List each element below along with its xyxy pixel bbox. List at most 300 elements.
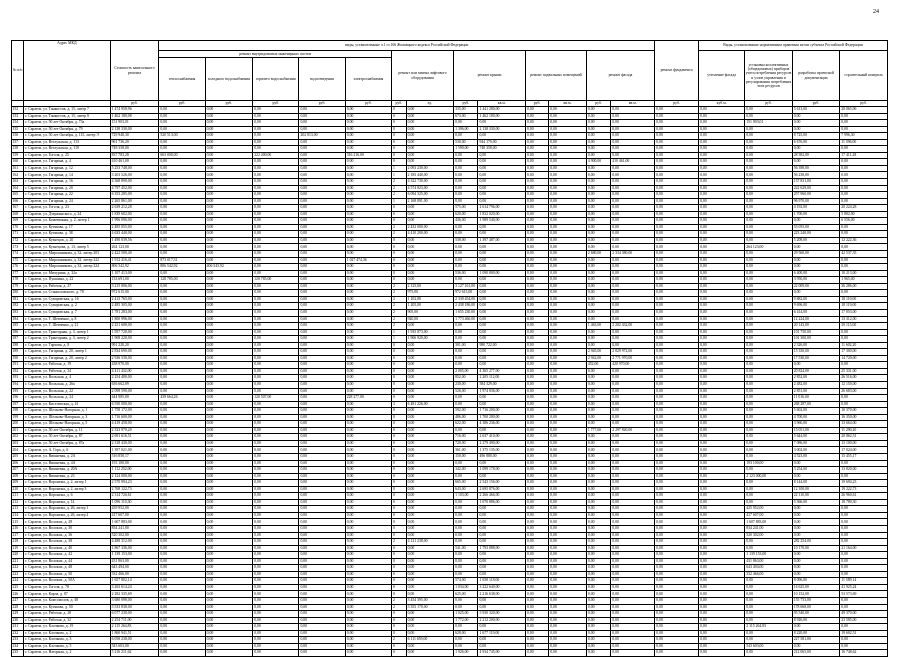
value-cell: 0,00 bbox=[454, 624, 478, 631]
value-cell: 0,00 bbox=[525, 362, 548, 369]
value-cell: 0,00 bbox=[655, 277, 699, 284]
value-cell: 0,00 bbox=[478, 224, 526, 231]
value-cell: 11 016,00 bbox=[792, 395, 840, 402]
value-cell: 0,00 bbox=[549, 493, 587, 500]
value-cell: 0,00 bbox=[611, 290, 655, 297]
value-cell: 22 110,00 bbox=[792, 493, 840, 500]
value-cell: 0,00 bbox=[345, 539, 391, 546]
value-cell: 0,00 bbox=[840, 146, 888, 153]
value-cell: 0,00 bbox=[611, 421, 655, 428]
value-cell: 20 824,00 bbox=[792, 368, 840, 375]
row-number: 208 bbox=[12, 473, 24, 480]
value-cell: 228 277,00 bbox=[345, 395, 391, 402]
value-cell: 0,00 bbox=[478, 624, 526, 631]
value-cell: 0,00 bbox=[253, 571, 299, 578]
value-cell: 0,00 bbox=[745, 355, 793, 362]
value-cell: 0,00 bbox=[655, 624, 699, 631]
value-cell: 0,00 bbox=[299, 545, 345, 552]
value-cell: 3 454 395,00 bbox=[406, 598, 454, 605]
col-header-roof: ремонт крыши bbox=[454, 51, 526, 101]
value-cell: 0,00 bbox=[205, 526, 253, 533]
value-cell: 0,00 bbox=[549, 617, 587, 624]
value-cell: 0,00 bbox=[611, 329, 655, 336]
value-cell: 20 224,28 bbox=[840, 205, 888, 212]
value-cell: 0,00 bbox=[698, 591, 744, 598]
value-cell: 0,00 bbox=[549, 211, 587, 218]
value-cell: 0,00 bbox=[205, 414, 253, 421]
value-cell: 2 124 000,00 bbox=[110, 473, 159, 480]
value-cell: 0,00 bbox=[205, 336, 253, 343]
value-cell: 0,00 bbox=[406, 107, 454, 114]
value-cell: 0,00 bbox=[205, 172, 253, 179]
value-cell: 0,00 bbox=[655, 395, 699, 402]
address-cell: г. Саратов, ул. Волоких, д. 50А bbox=[24, 578, 110, 585]
value-cell: 806 542,92 bbox=[110, 264, 159, 271]
value-cell: 0,00 bbox=[586, 624, 610, 631]
value-cell: 4 411 432,00 bbox=[110, 368, 159, 375]
value-cell: 1 906 920,00 bbox=[406, 336, 454, 343]
value-cell: 0,00 bbox=[406, 467, 454, 474]
value-cell: 520 513,00 bbox=[159, 133, 205, 140]
value-cell: 0,00 bbox=[454, 460, 478, 467]
value-cell: 29 560,00 bbox=[792, 251, 840, 258]
value-cell: 0,00 bbox=[745, 107, 793, 114]
value-cell: 0,00 bbox=[840, 264, 888, 271]
value-cell: 0,00 bbox=[745, 630, 793, 637]
value-cell: 0,00 bbox=[525, 440, 548, 447]
value-cell: 0,00 bbox=[549, 598, 587, 605]
value-cell: 0,00 bbox=[478, 427, 526, 434]
value-cell: 0,00 bbox=[745, 604, 793, 611]
value-cell: 0,00 bbox=[345, 604, 391, 611]
row-number: 165 bbox=[12, 192, 24, 199]
value-cell: 0,00 bbox=[345, 323, 391, 330]
value-cell: 0,00 bbox=[549, 611, 587, 618]
row-number: 161 bbox=[12, 165, 24, 172]
address-cell: г. Саратов, ул. Вольская, д. 22 bbox=[24, 388, 110, 395]
value-cell: 13 100,00 bbox=[840, 440, 888, 447]
value-cell: 0,00 bbox=[586, 440, 610, 447]
value-cell: 0,00 bbox=[586, 617, 610, 624]
address-cell: г. Саратов, ул. Гагарина, д. 16 bbox=[24, 179, 110, 186]
value-cell: 0,00 bbox=[478, 198, 526, 205]
value-cell: 0,00 bbox=[745, 453, 793, 460]
value-cell: 0,00 bbox=[159, 159, 205, 166]
value-cell: 439 664,26 bbox=[159, 395, 205, 402]
value-cell: 0,00 bbox=[345, 532, 391, 539]
value-cell: 0,00 bbox=[406, 113, 454, 120]
value-cell: 0,00 bbox=[840, 172, 888, 179]
value-cell: 0,00 bbox=[253, 139, 299, 146]
value-cell: 0 bbox=[392, 493, 407, 500]
value-cell: 1 800 996,00 bbox=[110, 316, 159, 323]
value-cell: 0,00 bbox=[205, 146, 253, 153]
value-cell: 0,00 bbox=[478, 290, 526, 297]
value-cell: 0,00 bbox=[345, 342, 391, 349]
value-cell: 0,00 bbox=[299, 283, 345, 290]
value-cell: 0,00 bbox=[525, 506, 548, 513]
value-cell: 0,00 bbox=[611, 270, 655, 277]
value-cell: 0,00 bbox=[454, 427, 478, 434]
value-cell: 6 111 659,00 bbox=[406, 637, 454, 644]
value-cell: 25 331,00 bbox=[840, 368, 888, 375]
row-number: 205 bbox=[12, 453, 24, 460]
value-cell: 0,00 bbox=[299, 506, 345, 513]
value-cell: 0,00 bbox=[299, 552, 345, 559]
address-cell: г. Саратов, ул. Тархова, д. 8 bbox=[24, 342, 110, 349]
value-cell: 0,00 bbox=[525, 165, 548, 172]
value-cell: 975,00 bbox=[406, 290, 454, 297]
value-cell: 22 009,00 bbox=[792, 283, 840, 290]
value-cell: 0,00 bbox=[159, 342, 205, 349]
value-cell: 4 419 458,00 bbox=[110, 421, 159, 428]
value-cell: 0,00 bbox=[525, 133, 548, 140]
unit-cell: куб.м. bbox=[698, 101, 744, 107]
address-cell: г. Саратов, ул. Кожевенная, д. 2, литер 1 bbox=[24, 218, 110, 225]
value-cell: 0,00 bbox=[299, 584, 345, 591]
value-cell: 628,00 bbox=[454, 630, 478, 637]
value-cell: 0,00 bbox=[745, 447, 793, 454]
unit-cell: руб. bbox=[840, 101, 888, 107]
value-cell: 0,00 bbox=[549, 578, 587, 585]
value-cell: 0,00 bbox=[586, 552, 610, 559]
value-cell: 202 813,00 bbox=[299, 133, 345, 140]
value-cell: 28 065,96 bbox=[840, 107, 888, 114]
value-cell: 0,00 bbox=[549, 368, 587, 375]
value-cell: 0,00 bbox=[586, 172, 610, 179]
row-number: 233 bbox=[12, 637, 24, 644]
value-cell: 0,00 bbox=[792, 526, 840, 533]
value-cell: 0,00 bbox=[792, 624, 840, 631]
value-cell: 16 748,62 bbox=[840, 650, 888, 657]
value-cell: 0,00 bbox=[745, 493, 793, 500]
value-cell: 41 925,24 bbox=[840, 584, 888, 591]
value-cell: 17 300,00 bbox=[840, 349, 888, 356]
value-cell: 0,00 bbox=[611, 591, 655, 598]
value-cell: 0,00 bbox=[525, 584, 548, 591]
value-cell: 0,00 bbox=[611, 558, 655, 565]
unit-cell: кв.м. bbox=[549, 101, 587, 107]
value-cell: 0,00 bbox=[611, 303, 655, 310]
value-cell: 0,00 bbox=[655, 637, 699, 644]
row-number: 194 bbox=[12, 381, 24, 388]
value-cell: 0,00 bbox=[299, 113, 345, 120]
value-cell: 0,00 bbox=[478, 401, 526, 408]
value-cell: 0,00 bbox=[253, 368, 299, 375]
value-cell: 0,00 bbox=[478, 552, 526, 559]
value-cell: 1 867 336,00 bbox=[110, 545, 159, 552]
value-cell: 0,00 bbox=[745, 611, 793, 618]
value-cell: 0,00 bbox=[840, 512, 888, 519]
unit-cell: руб. bbox=[792, 101, 840, 107]
value-cell: 2 543 156,00 bbox=[478, 480, 526, 487]
value-cell: 0,00 bbox=[205, 257, 253, 264]
value-cell: 0,00 bbox=[586, 277, 610, 284]
value-cell: 0,00 bbox=[549, 473, 587, 480]
value-cell: 3 215 806,00 bbox=[110, 283, 159, 290]
address-cell: г. Саратов, ул. Суворовская, д. 2 bbox=[24, 303, 110, 310]
value-cell: 0,00 bbox=[159, 591, 205, 598]
value-cell: 0,00 bbox=[478, 283, 526, 290]
value-cell: 873 017,31 bbox=[159, 257, 205, 264]
value-cell: 3 127 161,00 bbox=[454, 283, 478, 290]
value-cell: 0,00 bbox=[698, 205, 744, 212]
value-cell: 0,00 bbox=[525, 205, 548, 212]
value-cell: 0,00 bbox=[159, 532, 205, 539]
value-cell: 0,00 bbox=[611, 578, 655, 585]
value-cell: 0,00 bbox=[478, 152, 526, 159]
value-cell: 0,00 bbox=[655, 139, 699, 146]
value-cell: 0,00 bbox=[159, 408, 205, 415]
value-cell: 0,00 bbox=[525, 604, 548, 611]
value-cell: 0,00 bbox=[698, 630, 744, 637]
value-cell: 0,00 bbox=[525, 565, 548, 572]
value-cell: 0,00 bbox=[586, 336, 610, 343]
value-cell: 0,00 bbox=[525, 218, 548, 225]
value-cell: 961 736,20 bbox=[110, 139, 159, 146]
value-cell: 0,00 bbox=[205, 139, 253, 146]
value-cell: 0,00 bbox=[478, 277, 526, 284]
row-number: 163 bbox=[12, 179, 24, 186]
value-cell: 0,00 bbox=[611, 395, 655, 402]
address-cell: г. Саратов, ул. Кутякова, д. 17 bbox=[24, 224, 110, 231]
value-cell: 0,00 bbox=[745, 152, 793, 159]
row-number: 217 bbox=[12, 532, 24, 539]
value-cell: 0,00 bbox=[840, 257, 888, 264]
address-cell: г. Саратов, ул. Гоголя, д. 78 bbox=[24, 584, 110, 591]
value-cell: 0,00 bbox=[586, 643, 610, 650]
value-cell: 0,00 bbox=[655, 336, 699, 343]
value-cell: 0,00 bbox=[253, 650, 299, 657]
value-cell: 0,00 bbox=[525, 159, 548, 166]
row-number: 175 bbox=[12, 257, 24, 264]
value-cell: 0,00 bbox=[525, 617, 548, 624]
value-cell: 0 bbox=[392, 447, 407, 454]
row-number: 190 bbox=[12, 355, 24, 362]
address-cell: г. Саратов, ул. Гагарина, д. 24 bbox=[24, 198, 110, 205]
value-cell: 0,00 bbox=[840, 565, 888, 572]
value-cell: 0,00 bbox=[406, 264, 454, 271]
value-cell: 0,00 bbox=[253, 584, 299, 591]
value-cell: 0,00 bbox=[611, 381, 655, 388]
value-cell: 538,00 bbox=[454, 237, 478, 244]
value-cell: 0,00 bbox=[611, 113, 655, 120]
value-cell: 0,00 bbox=[406, 512, 454, 519]
address-cell: г. Саратов, ул. Танкистов, д. 15, литер 8 bbox=[24, 113, 110, 120]
row-number: 154 bbox=[12, 120, 24, 127]
address-cell: г. Саратов, ул. Воронежа, д. 2, литер 1 bbox=[24, 480, 110, 487]
value-cell: 2 125,00 bbox=[406, 283, 454, 290]
value-cell: 0 bbox=[392, 506, 407, 513]
value-cell: 972 615,00 bbox=[454, 290, 478, 297]
value-cell: 0,00 bbox=[299, 139, 345, 146]
value-cell: 0,00 bbox=[205, 427, 253, 434]
value-cell: 0,00 bbox=[586, 480, 610, 487]
value-cell: 0,00 bbox=[611, 584, 655, 591]
value-cell: 0,00 bbox=[611, 277, 655, 284]
value-cell: 0,00 bbox=[611, 506, 655, 513]
row-number: 168 bbox=[12, 211, 24, 218]
value-cell: 436,00 bbox=[454, 218, 478, 225]
value-cell: 0,00 bbox=[549, 165, 587, 172]
value-cell: 0,00 bbox=[205, 211, 253, 218]
value-cell: 0,00 bbox=[205, 244, 253, 251]
address-cell: г. Саратов, ул. Тракторная, д. 3, литер 1 bbox=[24, 329, 110, 336]
row-number: 188 bbox=[12, 342, 24, 349]
value-cell: 0,00 bbox=[745, 126, 793, 133]
value-cell: 0,00 bbox=[586, 598, 610, 605]
value-cell: 0,00 bbox=[655, 316, 699, 323]
value-cell: 0,00 bbox=[253, 198, 299, 205]
value-cell: 0,00 bbox=[698, 342, 744, 349]
value-cell: 42 537,35 bbox=[840, 251, 888, 258]
row-number: 158 bbox=[12, 146, 24, 153]
value-cell: 0 bbox=[392, 526, 407, 533]
value-cell: 0,00 bbox=[454, 598, 478, 605]
value-cell: 0,00 bbox=[205, 598, 253, 605]
value-cell: 11 589,14 bbox=[840, 578, 888, 585]
value-cell: 0,00 bbox=[159, 578, 205, 585]
value-cell: 431 863,00 bbox=[745, 558, 793, 565]
value-cell: 0,00 bbox=[478, 323, 526, 330]
value-cell: 0,00 bbox=[205, 447, 253, 454]
value-cell: 0,00 bbox=[345, 120, 391, 127]
value-cell: 0 bbox=[392, 139, 407, 146]
value-cell: 0,00 bbox=[611, 231, 655, 238]
value-cell: 0,00 bbox=[840, 460, 888, 467]
value-cell: 0,00 bbox=[159, 401, 205, 408]
value-cell: 0,00 bbox=[454, 565, 478, 572]
value-cell: 1 700 200,00 bbox=[478, 414, 526, 421]
value-cell: 0,00 bbox=[745, 591, 793, 598]
value-cell: 0,00 bbox=[745, 368, 793, 375]
value-cell: 0,00 bbox=[345, 107, 391, 114]
value-cell: 0,00 bbox=[345, 565, 391, 572]
value-cell: 0 bbox=[392, 159, 407, 166]
value-cell: 0,00 bbox=[586, 381, 610, 388]
value-cell: 8 096,00 bbox=[792, 578, 840, 585]
row-number: 172 bbox=[12, 237, 24, 244]
row-number: 220 bbox=[12, 552, 24, 559]
value-cell: 0,00 bbox=[345, 493, 391, 500]
value-cell: 155 753,00 bbox=[792, 598, 840, 605]
value-cell: 193 100,00 bbox=[110, 460, 159, 467]
address-cell: г. Саратов, ул. Волоких, д. 30 bbox=[24, 526, 110, 533]
row-number: 212 bbox=[12, 499, 24, 506]
value-cell: 0,00 bbox=[253, 617, 299, 624]
value-cell: 0 bbox=[392, 362, 407, 369]
value-cell: 0,00 bbox=[698, 637, 744, 644]
value-cell: 0 bbox=[392, 650, 407, 657]
row-number: 214 bbox=[12, 512, 24, 519]
value-cell: 0,00 bbox=[345, 290, 391, 297]
value-cell: 0,00 bbox=[655, 604, 699, 611]
value-cell: 0,00 bbox=[698, 146, 744, 153]
value-cell: 0,00 bbox=[454, 277, 478, 284]
row-number: 196 bbox=[12, 395, 24, 402]
value-cell: 2 005,00 bbox=[454, 368, 478, 375]
value-cell: 0,00 bbox=[478, 643, 526, 650]
address-cell: г. Саратов, ул. Гоголя, д. 23 bbox=[24, 205, 110, 212]
value-cell: 0,00 bbox=[549, 447, 587, 454]
col-header-foundation: ремонт фундамента bbox=[655, 41, 699, 101]
value-cell: 0,00 bbox=[253, 512, 299, 519]
value-cell: 0,00 bbox=[586, 630, 610, 637]
value-cell: 0,00 bbox=[205, 604, 253, 611]
row-number: 225 bbox=[12, 584, 24, 591]
value-cell: 2 326,00 bbox=[792, 342, 840, 349]
address-cell: г. Саратов, ул. Вишневая, д. 20А bbox=[24, 467, 110, 474]
value-cell: 1 034,00 bbox=[454, 584, 478, 591]
value-cell: 0,00 bbox=[299, 427, 345, 434]
value-cell: 0,00 bbox=[159, 624, 205, 631]
value-cell: 2 485 305,00 bbox=[110, 303, 159, 310]
value-cell: 0,00 bbox=[549, 113, 587, 120]
col-header-cold-water: холодного водоснабжения bbox=[205, 58, 253, 101]
value-cell: 0,00 bbox=[698, 427, 744, 434]
value-cell: 0,00 bbox=[525, 598, 548, 605]
value-cell: 0,00 bbox=[345, 218, 391, 225]
value-cell: 0,00 bbox=[299, 460, 345, 467]
value-cell: 6 556,00 bbox=[840, 218, 888, 225]
value-cell: 543 603,00 bbox=[745, 643, 793, 650]
value-cell: 0,00 bbox=[159, 218, 205, 225]
value-cell: 0,00 bbox=[454, 506, 478, 513]
value-cell: 0 bbox=[392, 545, 407, 552]
value-cell: 0,00 bbox=[655, 598, 699, 605]
value-cell: 0,00 bbox=[525, 139, 548, 146]
value-cell: 0,00 bbox=[549, 152, 587, 159]
value-cell: 0,00 bbox=[655, 532, 699, 539]
value-cell: 0,00 bbox=[655, 427, 699, 434]
value-cell: 0,00 bbox=[525, 349, 548, 356]
value-cell: 0,00 bbox=[159, 185, 205, 192]
value-cell: 0,00 bbox=[299, 643, 345, 650]
value-cell: 0,00 bbox=[205, 473, 253, 480]
address-cell: г. Саратов, ул. Мирошникова, д. 32, литер 222 bbox=[24, 257, 110, 264]
value-cell: 0,00 bbox=[611, 316, 655, 323]
address-cell: г. Саратов, ул. Гагарина, д. 20 bbox=[24, 185, 110, 192]
value-cell: 0,00 bbox=[586, 512, 610, 519]
value-cell: 12 100,00 bbox=[792, 486, 840, 493]
value-cell: 0,00 bbox=[205, 237, 253, 244]
value-cell: 0,00 bbox=[406, 578, 454, 585]
value-cell: 0,00 bbox=[698, 545, 744, 552]
value-cell: 0,00 bbox=[655, 198, 699, 205]
value-cell: 0,00 bbox=[586, 126, 610, 133]
value-cell: 0,00 bbox=[454, 355, 478, 362]
value-cell: 0,00 bbox=[345, 283, 391, 290]
value-cell: 5 930 320,00 bbox=[478, 611, 526, 618]
address-cell: г. Саратов, ул. Т. Шевченко, д. 8 bbox=[24, 316, 110, 323]
value-cell: 0,00 bbox=[586, 473, 610, 480]
value-cell: 0,00 bbox=[549, 316, 587, 323]
value-cell: 643,00 bbox=[454, 486, 478, 493]
value-cell: 0,00 bbox=[586, 283, 610, 290]
value-cell: 0,00 bbox=[745, 218, 793, 225]
value-cell: 0,00 bbox=[698, 447, 744, 454]
value-cell: 0 bbox=[392, 611, 407, 618]
value-cell: 4 574 823,00 bbox=[406, 185, 454, 192]
value-cell: 0,00 bbox=[840, 336, 888, 343]
value-cell: 0,00 bbox=[406, 323, 454, 330]
address-cell: г. Саратов, ул. Гагарина, д. 22 bbox=[24, 192, 110, 199]
value-cell: 0,00 bbox=[840, 506, 888, 513]
value-cell: 0,00 bbox=[345, 512, 391, 519]
value-cell: 0,00 bbox=[745, 224, 793, 231]
value-cell: 0,00 bbox=[299, 539, 345, 546]
address-cell: г. Саратов, ул. 50 лет Октября, д. 11 bbox=[24, 427, 110, 434]
